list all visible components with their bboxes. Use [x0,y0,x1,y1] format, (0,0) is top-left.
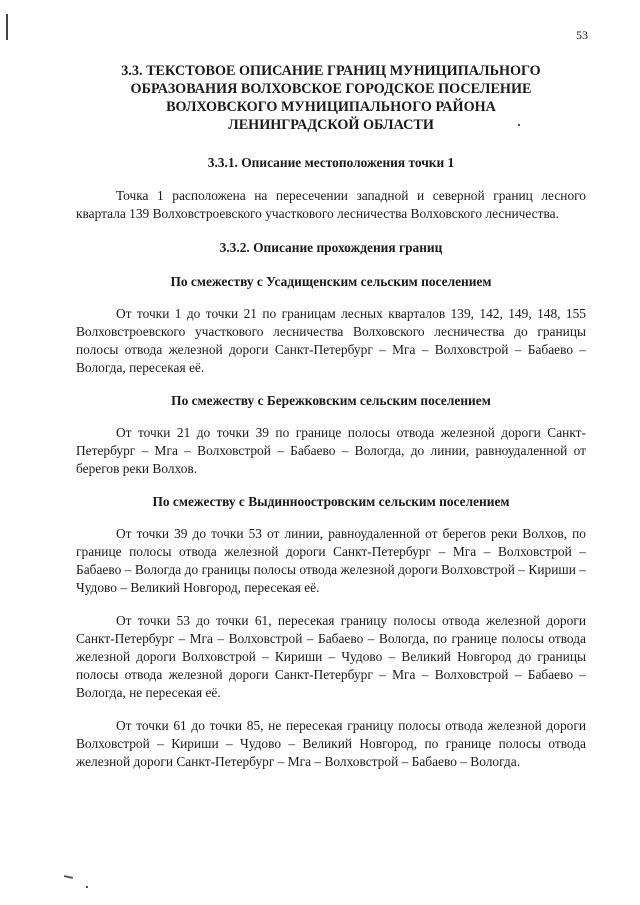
group-heading-berezhkovskoe: По смежеству с Бережковским сельским поселением [171,393,491,408]
scan-edge-mark [6,14,8,40]
title-line: ВОЛХОВСКОГО МУНИЦИПАЛЬНОГО РАЙОНА [166,99,496,115]
scan-speck [64,875,73,878]
section-2-heading: 3.3.2. Описание прохождения границ [219,240,443,255]
paragraph-text: От точки 61 до точки 85, не пересекая границу полосы отвода железной дороги Волховстрой – Кириши – Чудово – Великий Новгород, по границе полосы отвода железной дороги Санкт-Петербург – Мга – Волховстрой – Бабаево – Вологда. [76,718,586,769]
document-body [76,62,586,771]
paragraph-text: Точка 1 расположена на пересечении западной и северной границ лесного квартала 139 Волховстроевского участкового лесничества Волховского лесничества. [76,188,586,221]
group-paragraph [76,612,586,702]
section-1-paragraph [76,187,586,223]
paragraph-text: От точки 1 до точки 21 по границам лесных кварталов 139, 142, 149, 148, 155 Волховстроевского участкового лесничества Волховского лесничества до границы полосы отвода железной дороги Санкт-Петербург – Мга – Волховстрой – Бабаево – Вологда, пересекая её. [76,306,586,375]
title-line: ЛЕНИНГРАДСКОЙ ОБЛАСТИ [228,117,434,133]
group-heading-vydinnoostrovskoe: По смежеству с Выдинноостровским сельским поселением [152,494,510,509]
group-paragraph [76,717,586,771]
paragraph-text: От точки 53 до точки 61, пересекая границу полосы отвода железной дороги Санкт-Петербург – Мга – Волховстрой – Бабаево – Вологда, по границе полосы отвода железной дороги Волховстрой – Кириши – Чудово – Великий Новгород до границы полосы отвода железной дороги Санкт-Петербург – Мга – Волховстрой – Бабаево – Вологда, не пересекая её. [76,613,586,700]
paragraph-text: От точки 21 до точки 39 по границе полосы отвода железной дороги Санкт-Петербург – Мга – Волховстрой – Бабаево – Вологда, до линии, равноудаленной от берегов реки Волхов. [76,425,586,476]
paragraph-text: От точки 39 до точки 53 от линии, равноудаленной от берегов реки Волхов, по границе полосы отвода железной дороги Санкт-Петербург – Мга – Волховстрой – Бабаево – Вологда до границы полосы отвода железной дороги Волховстрой – Кириши – Чудово – Великий Новгород, пересекая её. [76,526,586,595]
group-paragraph [76,525,586,597]
page-title [76,62,586,134]
scan-speck [86,886,88,888]
title-line: ОБРАЗОВАНИЯ ВОЛХОВСКОЕ ГОРОДСКОЕ ПОСЕЛЕНИЕ [130,81,532,97]
group-paragraph [76,305,586,377]
section-1-heading: 3.3.1. Описание местоположения точки 1 [207,155,455,170]
title-line: 3.3. ТЕКСТОВОЕ ОПИСАНИЕ ГРАНИЦ МУНИЦИПАЛЬНОГО [121,63,541,79]
page-number: 53 [576,28,588,42]
group-heading-usadishchenskoe: По смежеству с Усадищенским сельским поселением [170,274,492,289]
group-paragraph [76,424,586,478]
